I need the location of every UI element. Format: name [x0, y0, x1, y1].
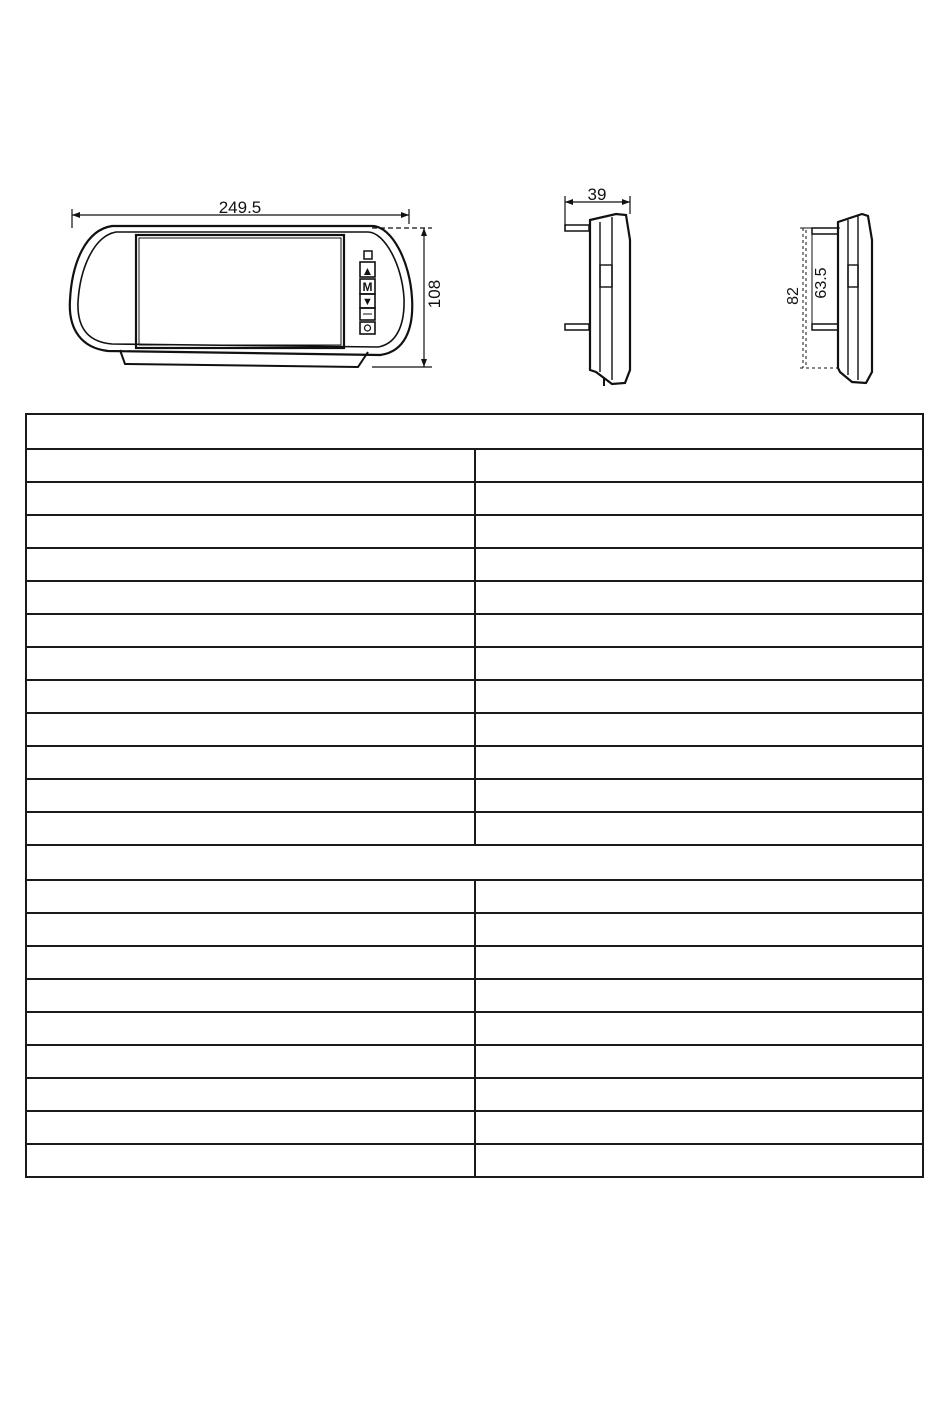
spec-value	[475, 647, 924, 680]
table-row	[26, 746, 923, 779]
table-section-header	[26, 845, 923, 880]
spec-label	[26, 680, 475, 713]
width-dimension-label: 249.5	[218, 198, 262, 217]
table-row	[26, 979, 923, 1012]
table-row	[26, 1045, 923, 1078]
spec-label	[26, 812, 475, 845]
table-row	[26, 1144, 923, 1177]
table-row	[26, 581, 923, 614]
spec-label	[26, 1111, 475, 1144]
spec-label	[26, 746, 475, 779]
spec-value	[475, 548, 924, 581]
table-row	[26, 946, 923, 979]
table-row	[26, 880, 923, 913]
spec-label	[26, 1045, 475, 1078]
spec-label	[26, 581, 475, 614]
spec-value	[475, 812, 924, 845]
section-title	[26, 845, 923, 880]
table-row	[26, 482, 923, 515]
spec-value	[475, 746, 924, 779]
table-row	[26, 779, 923, 812]
spec-value	[475, 614, 924, 647]
spec-table	[25, 413, 924, 1178]
table-row	[26, 1111, 923, 1144]
spec-value	[475, 1078, 924, 1111]
table-row	[26, 713, 923, 746]
spec-label	[26, 449, 475, 482]
menu-button-glyph: M	[362, 280, 373, 294]
spec-value	[475, 482, 924, 515]
spec-value	[475, 880, 924, 913]
spec-value	[475, 913, 924, 946]
bracket-view	[800, 214, 872, 383]
table-row	[26, 1012, 923, 1045]
spec-label	[26, 1078, 475, 1111]
spec-value	[475, 946, 924, 979]
spec-label	[26, 515, 475, 548]
side-view	[565, 196, 630, 386]
spec-value	[475, 449, 924, 482]
spec-value	[475, 1111, 924, 1144]
table-section-header	[26, 414, 923, 449]
spec-label	[26, 779, 475, 812]
spec-label	[26, 913, 475, 946]
spec-label	[26, 548, 475, 581]
height-dimension-label: 108	[425, 279, 444, 309]
table-row	[26, 1078, 923, 1111]
table-row	[26, 515, 923, 548]
spec-value	[475, 979, 924, 1012]
spec-label	[26, 880, 475, 913]
spec-label	[26, 1144, 475, 1177]
up-button-glyph: ▲	[361, 264, 374, 278]
spec-label	[26, 946, 475, 979]
spec-label	[26, 713, 475, 746]
spec-value	[475, 1144, 924, 1177]
spec-value	[475, 1045, 924, 1078]
spec-value	[475, 713, 924, 746]
table-row	[26, 449, 923, 482]
spec-label	[26, 1012, 475, 1045]
technical-drawing	[0, 0, 950, 410]
spec-value	[475, 515, 924, 548]
spec-label	[26, 979, 475, 1012]
spec-label	[26, 614, 475, 647]
table-row	[26, 812, 923, 845]
table-row	[26, 614, 923, 647]
down-button-glyph: ▼	[362, 296, 373, 308]
spec-value	[475, 1012, 924, 1045]
spec-value	[475, 680, 924, 713]
inner-dimension-label: 63.5	[813, 267, 830, 299]
front-view	[70, 209, 432, 367]
spec-label	[26, 482, 475, 515]
spec-value	[475, 779, 924, 812]
depth-dimension-label: 39	[587, 185, 607, 204]
spec-value	[475, 581, 924, 614]
spec-label	[26, 647, 475, 680]
outer-dimension-label: 82	[785, 287, 802, 305]
section-title	[26, 414, 923, 449]
table-row	[26, 913, 923, 946]
table-row	[26, 548, 923, 581]
table-row	[26, 647, 923, 680]
table-row	[26, 680, 923, 713]
